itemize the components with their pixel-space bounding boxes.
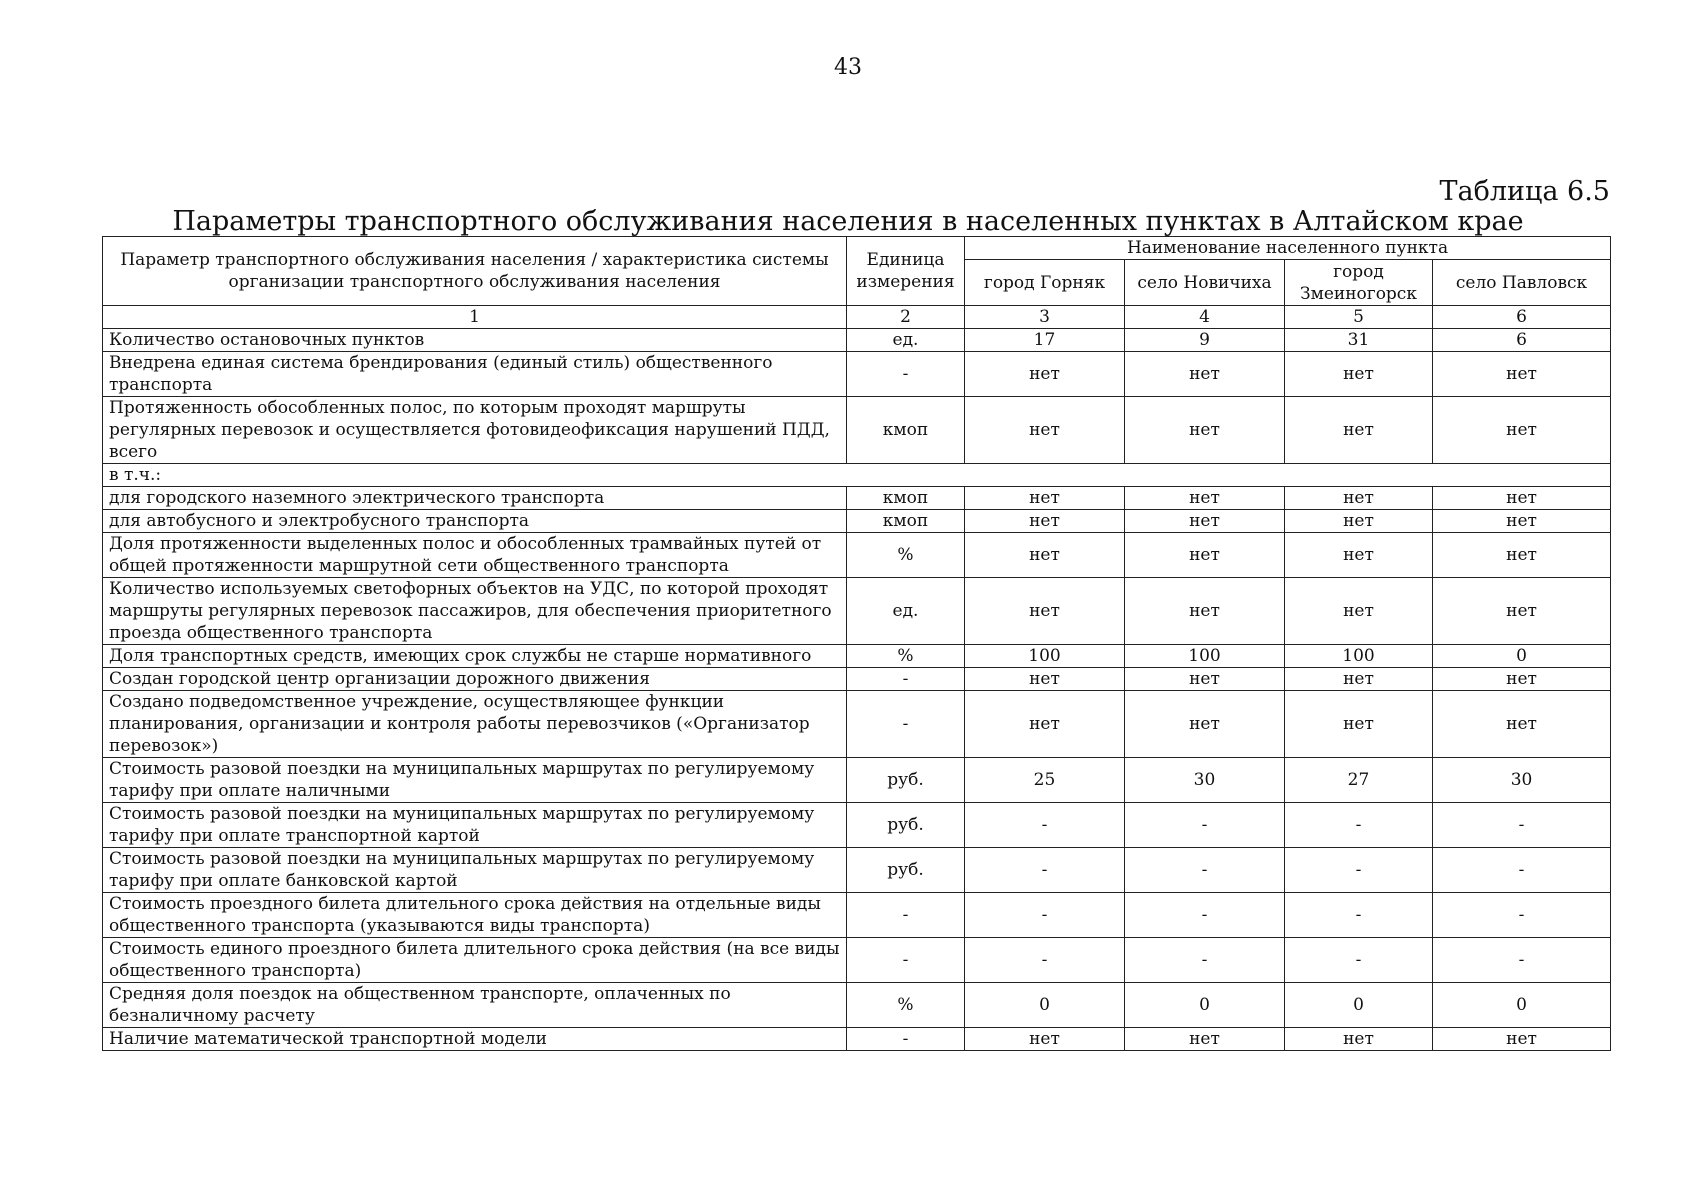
row-value: нет bbox=[1125, 1028, 1285, 1051]
row-value: 100 bbox=[1285, 645, 1433, 668]
row-parameter: Протяженность обособленных полос, по которым проходят маршруты регулярных перевозок и осуществляется фотовидеофиксация нарушений ПДД, всего bbox=[103, 397, 847, 464]
table-row bbox=[103, 487, 1611, 510]
row-parameter: Стоимость разовой поездки на муниципальных маршрутах по регулируемому тарифу при оплате наличными bbox=[103, 758, 847, 803]
table-row bbox=[103, 803, 1611, 848]
table-row bbox=[103, 983, 1611, 1028]
row-value: - bbox=[1285, 848, 1433, 893]
row-parameter: Создано подведомственное учреждение, осуществляющее функции планирования, организации и контроля работы перевозчиков («Организатор перевозок») bbox=[103, 691, 847, 758]
row-parameter: для автобусного и электробусного транспорта bbox=[103, 510, 847, 533]
row-unit: - bbox=[847, 668, 965, 691]
row-value: нет bbox=[1125, 668, 1285, 691]
row-value: нет bbox=[965, 352, 1125, 397]
table-row bbox=[103, 848, 1611, 893]
row-unit: - bbox=[847, 691, 965, 758]
row-parameter: Стоимость разовой поездки на муниципальных маршрутах по регулируемому тарифу при оплате банковской картой bbox=[103, 848, 847, 893]
table-row bbox=[103, 397, 1611, 464]
row-value: 0 bbox=[965, 983, 1125, 1028]
row-value: нет bbox=[965, 533, 1125, 578]
row-value: нет bbox=[1433, 668, 1611, 691]
row-value: - bbox=[1125, 848, 1285, 893]
row-value: нет bbox=[1433, 487, 1611, 510]
table-row bbox=[103, 329, 1611, 352]
row-value: нет bbox=[965, 668, 1125, 691]
row-parameter: Количество остановочных пунктов bbox=[103, 329, 847, 352]
row-value: нет bbox=[1125, 397, 1285, 464]
row-parameter: Стоимость проездного билета длительного срока действия на отдельные виды общественного транспорта (указываются виды транспорта) bbox=[103, 893, 847, 938]
row-value: 0 bbox=[1125, 983, 1285, 1028]
row-value: нет bbox=[1285, 533, 1433, 578]
header-settlement: село Павловск bbox=[1433, 260, 1611, 306]
row-value: нет bbox=[1433, 397, 1611, 464]
row-parameter: Внедрена единая система брендирования (единый стиль) общественного транспорта bbox=[103, 352, 847, 397]
row-value: нет bbox=[965, 510, 1125, 533]
row-value: - bbox=[1125, 938, 1285, 983]
row-value: - bbox=[1433, 848, 1611, 893]
table-row bbox=[103, 1028, 1611, 1051]
row-value: нет bbox=[1125, 578, 1285, 645]
table-row bbox=[103, 691, 1611, 758]
row-unit: ед. bbox=[847, 578, 965, 645]
row-unit: руб. bbox=[847, 758, 965, 803]
parameters-table bbox=[102, 236, 1611, 1051]
row-value: 0 bbox=[1433, 983, 1611, 1028]
row-value: 30 bbox=[1125, 758, 1285, 803]
row-value: 100 bbox=[965, 645, 1125, 668]
row-value: 27 bbox=[1285, 758, 1433, 803]
row-unit: - bbox=[847, 938, 965, 983]
table-row bbox=[103, 352, 1611, 397]
row-parameter: Создан городской центр организации дорожного движения bbox=[103, 668, 847, 691]
table-row bbox=[103, 578, 1611, 645]
column-number: 5 bbox=[1285, 306, 1433, 329]
row-value: нет bbox=[1285, 668, 1433, 691]
row-value: - bbox=[965, 803, 1125, 848]
row-unit: - bbox=[847, 352, 965, 397]
row-value: нет bbox=[1285, 397, 1433, 464]
table-body bbox=[103, 329, 1611, 1051]
row-unit: руб. bbox=[847, 803, 965, 848]
row-value: нет bbox=[1433, 1028, 1611, 1051]
table-row bbox=[103, 533, 1611, 578]
row-value: - bbox=[1125, 803, 1285, 848]
row-unit: ед. bbox=[847, 329, 965, 352]
row-value: нет bbox=[1125, 352, 1285, 397]
table-row bbox=[103, 893, 1611, 938]
row-value: - bbox=[965, 893, 1125, 938]
table-row bbox=[103, 668, 1611, 691]
row-parameter: Наличие математической транспортной модели bbox=[103, 1028, 847, 1051]
row-value: - bbox=[1285, 803, 1433, 848]
row-value: 9 bbox=[1125, 329, 1285, 352]
table-row bbox=[103, 510, 1611, 533]
row-value: нет bbox=[1433, 533, 1611, 578]
row-value: - bbox=[1433, 803, 1611, 848]
header-settlement: город Горняк bbox=[965, 260, 1125, 306]
column-number: 4 bbox=[1125, 306, 1285, 329]
table-row bbox=[103, 938, 1611, 983]
table-row bbox=[103, 464, 1611, 487]
row-unit: % bbox=[847, 645, 965, 668]
row-value: нет bbox=[1433, 352, 1611, 397]
row-value: - bbox=[965, 848, 1125, 893]
row-value: 100 bbox=[1125, 645, 1285, 668]
row-unit: - bbox=[847, 893, 965, 938]
row-value: нет bbox=[1125, 510, 1285, 533]
header-unit: Единица измерения bbox=[847, 237, 965, 306]
row-value: нет bbox=[1433, 691, 1611, 758]
row-unit: - bbox=[847, 1028, 965, 1051]
row-value: нет bbox=[1125, 691, 1285, 758]
row-unit: руб. bbox=[847, 848, 965, 893]
row-value: нет bbox=[1285, 578, 1433, 645]
header-settlement: село Новичиха bbox=[1125, 260, 1285, 306]
row-value: 30 bbox=[1433, 758, 1611, 803]
page-number: 43 bbox=[834, 55, 862, 80]
row-value: 0 bbox=[1285, 983, 1433, 1028]
header-settlements-group: Наименование населенного пункта bbox=[965, 237, 1611, 260]
row-value: нет bbox=[1285, 487, 1433, 510]
row-value: 0 bbox=[1433, 645, 1611, 668]
row-value: 31 bbox=[1285, 329, 1433, 352]
row-value: нет bbox=[1285, 510, 1433, 533]
row-value: нет bbox=[1285, 352, 1433, 397]
row-value: нет bbox=[965, 578, 1125, 645]
row-value: 17 bbox=[965, 329, 1125, 352]
row-unit: % bbox=[847, 983, 965, 1028]
row-parameter: в т.ч.: bbox=[103, 464, 1611, 487]
row-parameter: для городского наземного электрического транспорта bbox=[103, 487, 847, 510]
row-value: - bbox=[1125, 893, 1285, 938]
row-parameter: Средняя доля поездок на общественном транспорте, оплаченных по безналичному расчету bbox=[103, 983, 847, 1028]
row-parameter: Доля протяженности выделенных полос и обособленных трамвайных путей от общей протяженности маршрутной сети общественного транспорта bbox=[103, 533, 847, 578]
row-value: - bbox=[965, 938, 1125, 983]
row-parameter: Стоимость разовой поездки на муниципальных маршрутах по регулируемому тарифу при оплате транспортной картой bbox=[103, 803, 847, 848]
row-value: нет bbox=[1433, 510, 1611, 533]
row-value: 6 bbox=[1433, 329, 1611, 352]
table-row bbox=[103, 645, 1611, 668]
header-settlement: город Змеиногорск bbox=[1285, 260, 1433, 306]
header-param: Параметр транспортного обслуживания населения / характеристика системы организации транспортного обслуживания населения bbox=[103, 237, 847, 306]
column-number: 1 bbox=[103, 306, 847, 329]
row-unit: кмоп bbox=[847, 487, 965, 510]
table-row bbox=[103, 758, 1611, 803]
row-unit: % bbox=[847, 533, 965, 578]
row-value: нет bbox=[1285, 1028, 1433, 1051]
row-value: нет bbox=[965, 487, 1125, 510]
row-value: нет bbox=[965, 397, 1125, 464]
row-value: нет bbox=[965, 691, 1125, 758]
row-value: - bbox=[1285, 938, 1433, 983]
column-number: 3 bbox=[965, 306, 1125, 329]
row-parameter: Количество используемых светофорных объектов на УДС, по которой проходят маршруты регулярных перевозок пассажиров, для обеспечения приоритетного проезда общественного транспорта bbox=[103, 578, 847, 645]
row-parameter: Доля транспортных средств, имеющих срок службы не старше нормативного bbox=[103, 645, 847, 668]
row-value: нет bbox=[965, 1028, 1125, 1051]
row-value: - bbox=[1285, 893, 1433, 938]
table-label: Таблица 6.5 bbox=[1439, 176, 1610, 207]
row-value: 25 bbox=[965, 758, 1125, 803]
column-number: 6 bbox=[1433, 306, 1611, 329]
row-unit: кмоп bbox=[847, 397, 965, 464]
row-value: - bbox=[1433, 938, 1611, 983]
row-value: нет bbox=[1125, 533, 1285, 578]
row-value: нет bbox=[1285, 691, 1433, 758]
row-value: нет bbox=[1125, 487, 1285, 510]
table-title: Параметры транспортного обслуживания населения в населенных пунктах в Алтайском крае bbox=[172, 206, 1524, 237]
row-value: нет bbox=[1433, 578, 1611, 645]
row-parameter: Стоимость единого проездного билета длительного срока действия (на все виды общественного транспорта) bbox=[103, 938, 847, 983]
row-value: - bbox=[1433, 893, 1611, 938]
row-unit: кмоп bbox=[847, 510, 965, 533]
column-numbers-row bbox=[103, 306, 1611, 329]
column-number: 2 bbox=[847, 306, 965, 329]
